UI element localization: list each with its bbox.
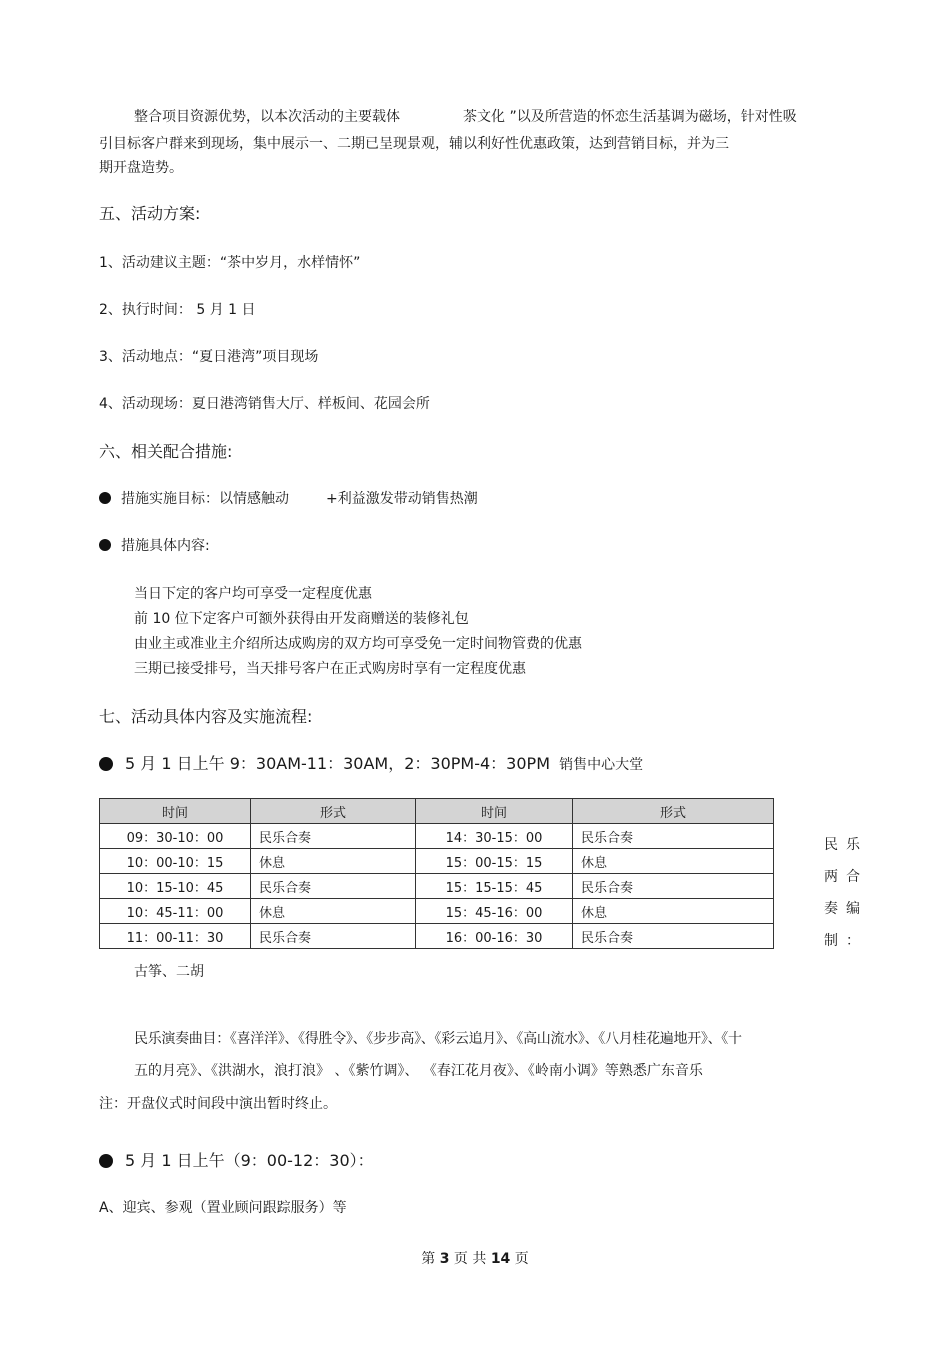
instruments: 古筝、二胡 bbox=[134, 964, 204, 980]
songs-line-2: 五的月亮》、《洪湖水，浪打浪》 、《紫竹调》、 《春江花月夜》、《岭南小调》等熟悉广东音乐 bbox=[134, 1063, 703, 1079]
table-cell: 14：30-15：00 bbox=[416, 824, 573, 849]
table-cell: 休息 bbox=[251, 849, 416, 874]
table-row bbox=[100, 824, 774, 849]
table-row bbox=[100, 924, 774, 949]
table-row bbox=[100, 849, 774, 874]
side-note-2: 两合 bbox=[824, 869, 868, 885]
header-time-2: 时间 bbox=[416, 799, 573, 824]
bullet-icon bbox=[99, 539, 111, 551]
table-cell: 民乐合奏 bbox=[251, 874, 416, 899]
table-row bbox=[100, 874, 774, 899]
table-cell: 民乐合奏 bbox=[573, 874, 774, 899]
header-time-1: 时间 bbox=[100, 799, 251, 824]
page-footer bbox=[0, 1248, 950, 1268]
event-1-place: 销售中心大堂 bbox=[559, 757, 644, 773]
bullet-1-text-b: +利益激发带动销售热潮 bbox=[326, 491, 478, 507]
intro-line-1a: 整合项目资源优势，以本次活动的主要载体 bbox=[134, 109, 400, 125]
event-2-text: 5 月 1 日上午（9：00-12：30）： bbox=[125, 1151, 374, 1170]
table-cell: 15：45-16：00 bbox=[416, 899, 573, 924]
songs-line-1: 民乐演奏曲目：《喜洋洋》、《得胜令》、《步步高》、《彩云追月》、《高山流水》、《八月桂花遍地开》、《十 bbox=[134, 1031, 742, 1047]
bullet-1-text-a: 措施实施目标：以情感触动 bbox=[121, 491, 289, 507]
page-number: 3 bbox=[439, 1251, 450, 1267]
section6-title: 六、相关配合措施: bbox=[99, 442, 233, 461]
footer-middle: 页 共 bbox=[453, 1251, 487, 1267]
schedule-table bbox=[99, 798, 774, 949]
event-2-heading bbox=[99, 1151, 374, 1171]
table-cell: 16：00-16：30 bbox=[416, 924, 573, 949]
table-header-row bbox=[100, 799, 774, 824]
event-1-heading bbox=[99, 754, 643, 775]
measure-1: 当日下定的客户均可享受一定程度优惠 bbox=[134, 586, 372, 602]
table-cell: 民乐合奏 bbox=[251, 924, 416, 949]
table-cell: 09：30-10：00 bbox=[100, 824, 251, 849]
footer-prefix: 第 bbox=[421, 1251, 436, 1267]
table-cell: 休息 bbox=[251, 899, 416, 924]
table-cell: 11：00-11：30 bbox=[100, 924, 251, 949]
section5-item-3: 3、活动地点：“夏日港湾”项目现场 bbox=[99, 349, 319, 365]
table-cell: 10：45-11：00 bbox=[100, 899, 251, 924]
table-cell: 休息 bbox=[573, 849, 774, 874]
bullet-icon bbox=[99, 1154, 113, 1168]
table-cell: 民乐合奏 bbox=[251, 824, 416, 849]
bullet-icon bbox=[99, 757, 113, 771]
section5-item-1: 1、活动建议主题：“茶中岁月，水样情怀” bbox=[99, 255, 361, 271]
section6-bullet-1 bbox=[99, 490, 289, 508]
side-note-3: 奏编 bbox=[824, 901, 868, 917]
table-cell: 10：00-10：15 bbox=[100, 849, 251, 874]
section5-item-4: 4、活动现场：夏日港湾销售大厅、样板间、花园会所 bbox=[99, 396, 430, 412]
table-cell: 15：15-15：45 bbox=[416, 874, 573, 899]
bullet-2-text: 措施具体内容: bbox=[121, 538, 210, 554]
measure-3: 由业主或准业主介绍所达成购房的双方均可享受免一定时间物管费的优惠 bbox=[134, 636, 582, 652]
header-form-2: 形式 bbox=[573, 799, 774, 824]
intro-line-3: 期开盘造势。 bbox=[99, 160, 183, 176]
section7-title: 七、活动具体内容及实施流程: bbox=[99, 707, 313, 726]
side-note-4: 制： bbox=[824, 933, 868, 949]
table-cell: 民乐合奏 bbox=[573, 824, 774, 849]
footer-suffix: 页 bbox=[514, 1251, 529, 1267]
section5-item-2: 2、执行时间： 5 月 1 日 bbox=[99, 302, 256, 318]
intro-line-2: 引目标客户群来到现场，集中展示一、二期已呈现景观，辅以利好性优惠政策，达到营销目标，并为三 bbox=[99, 136, 729, 152]
section6-bullet-2 bbox=[99, 537, 210, 555]
table-cell: 10：15-10：45 bbox=[100, 874, 251, 899]
table-cell: 15：00-15：15 bbox=[416, 849, 573, 874]
item-a: A、迎宾、参观（置业顾问跟踪服务）等 bbox=[99, 1200, 347, 1216]
section5-title: 五、活动方案: bbox=[99, 204, 201, 223]
table-cell: 休息 bbox=[573, 899, 774, 924]
page-total: 14 bbox=[490, 1251, 511, 1267]
intro-line-1b: 茶文化 ”以及所营造的怀恋生活基调为磁场，针对性吸 bbox=[463, 109, 797, 125]
event-1-time: 5 月 1 日上午 9：30AM-11：30AM，2：30PM-4：30PM bbox=[125, 754, 550, 773]
bullet-icon bbox=[99, 492, 111, 504]
header-form-1: 形式 bbox=[251, 799, 416, 824]
table-cell: 民乐合奏 bbox=[573, 924, 774, 949]
table-row bbox=[100, 899, 774, 924]
measure-4: 三期已接受排号，当天排号客户在正式购房时享有一定程度优惠 bbox=[134, 661, 526, 677]
measure-2: 前 10 位下定客户可额外获得由开发商赠送的装修礼包 bbox=[134, 611, 469, 627]
note: 注：开盘仪式时间段中演出暂时终止。 bbox=[99, 1096, 337, 1112]
side-note-1: 民乐 bbox=[824, 837, 868, 853]
